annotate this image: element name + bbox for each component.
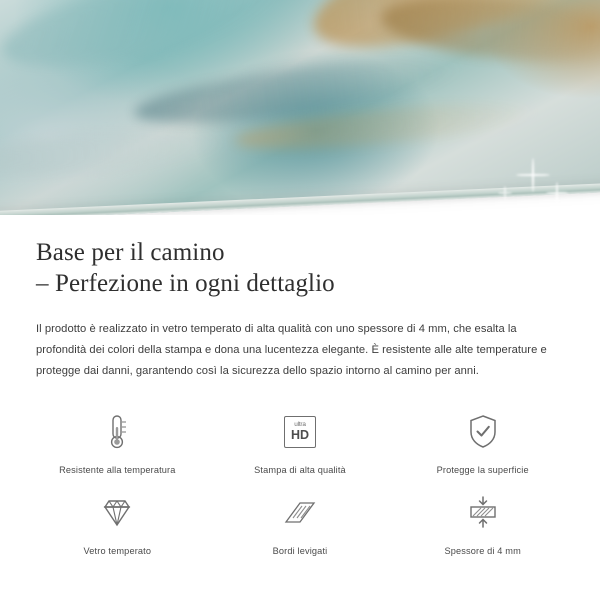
badge-top-text: ultra bbox=[294, 421, 306, 429]
feature-label: Stampa di alta qualità bbox=[254, 465, 346, 475]
shield-check-icon bbox=[455, 408, 511, 456]
badge-bottom-text: HD bbox=[290, 428, 310, 443]
feature-item-thickness bbox=[391, 489, 574, 556]
feature-item-polished-edges bbox=[209, 489, 392, 556]
headline-line-1: Base per il camino bbox=[36, 239, 225, 266]
feature-label: Bordi levigati bbox=[272, 546, 328, 556]
content-section bbox=[0, 215, 600, 382]
ultra-hd-badge bbox=[284, 416, 316, 448]
hero-image bbox=[0, 0, 600, 215]
feature-item-temperature bbox=[26, 408, 209, 475]
feature-label: Vetro temperato bbox=[83, 546, 152, 556]
polished-edges-icon bbox=[272, 489, 328, 537]
feature-grid bbox=[0, 408, 600, 556]
feature-label: Resistente alla temperatura bbox=[59, 465, 176, 475]
page-title bbox=[36, 237, 564, 299]
hero-image-inner bbox=[0, 0, 600, 215]
thermometer-icon bbox=[89, 408, 145, 456]
feature-item-print-quality bbox=[209, 408, 392, 475]
marble-vein bbox=[0, 0, 284, 85]
ultra-hd-icon bbox=[272, 408, 328, 456]
description-paragraph: Il prodotto è realizzato in vetro temperato di alta qualità con uno spessore di 4 mm, che esalta la profondità dei colori della stampa e dona una lucentezza elegante. È resistente alle alte temperature e protegge dai danni, garantendo così la sicurezza dello spazio intorno al camino per anni. bbox=[36, 323, 547, 377]
feature-label: Spessore di 4 mm bbox=[444, 546, 521, 556]
headline-line-2: – Perfezione in ogni dettaglio bbox=[36, 270, 335, 297]
feature-item-tempered-glass bbox=[26, 489, 209, 556]
feature-item-surface-protection bbox=[391, 408, 574, 475]
thickness-arrows-icon bbox=[455, 489, 511, 537]
diamond-icon bbox=[89, 489, 145, 537]
marble-vein bbox=[0, 122, 227, 183]
marble-glass-panel bbox=[0, 0, 600, 215]
feature-label: Protegge la superficie bbox=[436, 465, 529, 475]
